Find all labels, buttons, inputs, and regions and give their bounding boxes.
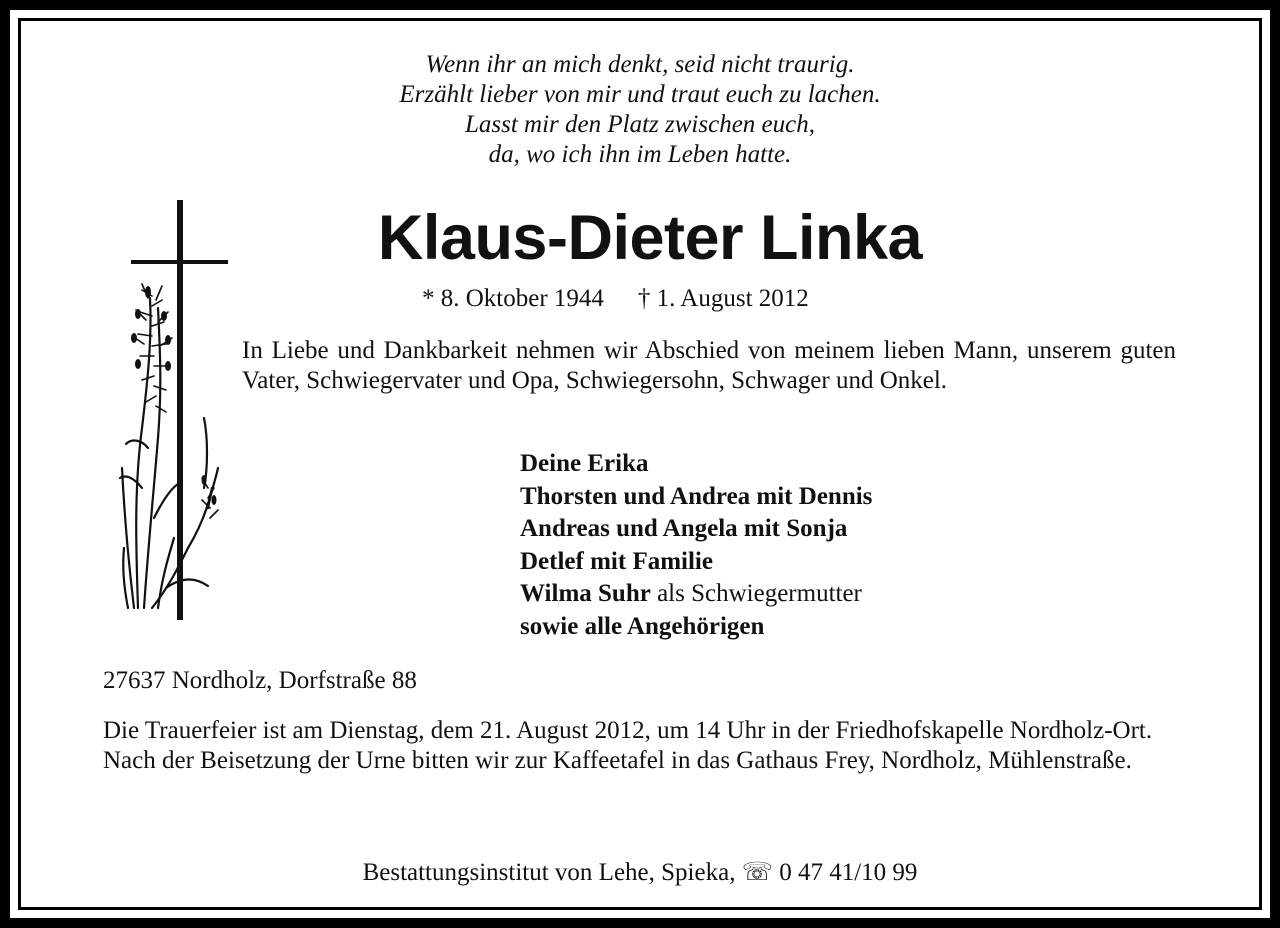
mourner-5-name: Wilma Suhr — [520, 580, 651, 607]
ceremony-line-2: Nordholz-Ort. — [1009, 717, 1153, 744]
poem-line-4: da, wo ich ihn im Leben hatte. — [488, 141, 792, 168]
address: 27637 Nordholz, Dorfstraße 88 — [103, 667, 417, 694]
farewell-text — [242, 336, 1176, 396]
poem-line-2: Erzählt lieber von mir und traut euch zu lachen. — [399, 81, 881, 108]
ceremony-line-4: Mühlenstraße. — [988, 747, 1132, 774]
phone-icon: ☏ — [741, 859, 773, 886]
ceremony-paragraph-2 — [103, 746, 1176, 776]
funeral-home-footer — [10, 858, 1270, 888]
deceased-name: Klaus-Dieter Linka — [377, 203, 923, 273]
mourner-5 — [520, 578, 872, 611]
ceremony-line-3: Nach der Beisetzung der Urne bitten wir zur Kaffeetafel in das Gathaus Frey, Nordholz, — [103, 747, 982, 774]
mourner-1: Deine Erika — [520, 450, 649, 477]
farewell-line-2: unserem guten Vater, Schwiegervater und Opa, Schwiegersohn, Schwager und — [242, 337, 1177, 394]
mourner-2: Thorsten und Andrea mit Dennis — [520, 482, 873, 510]
mourner-3: Andreas und Angela mit Sonja — [520, 515, 848, 542]
mourner-6: sowie alle Angehörigen — [520, 612, 765, 640]
farewell-line-3: Onkel. — [879, 367, 948, 394]
cross-with-grass-icon — [108, 188, 228, 628]
life-dates — [422, 284, 809, 314]
ceremony-paragraph-1 — [103, 716, 1176, 746]
mourners-list — [520, 448, 872, 643]
ceremony-info — [103, 716, 1176, 776]
poem-line-1: Wenn ihr an mich denkt, seid nicht traurig. — [425, 51, 855, 78]
death-date: † 1. August 2012 — [637, 285, 809, 312]
mourner-5-role: als Schwiegermutter — [650, 580, 862, 607]
poem-line-3: Lasst mir den Platz zwischen euch, — [465, 111, 815, 138]
farewell-line-1: In Liebe und Dankbarkeit nehmen wir Abschied von meinem lieben Mann, — [242, 337, 1019, 364]
memorial-poem — [10, 50, 1270, 170]
mourner-4: Detlef mit Familie — [520, 547, 713, 575]
ceremony-line-1: Die Trauerfeier ist am Dienstag, dem 21. August 2012, um 14 Uhr in der Friedhofskapelle — [103, 717, 1004, 744]
birth-date: * 8. Oktober 1944 — [422, 285, 604, 312]
funeral-home-name: Bestattungsinstitut von Lehe, Spieka, — [362, 859, 736, 886]
phone-number: 0 47 41/10 99 — [779, 859, 918, 886]
